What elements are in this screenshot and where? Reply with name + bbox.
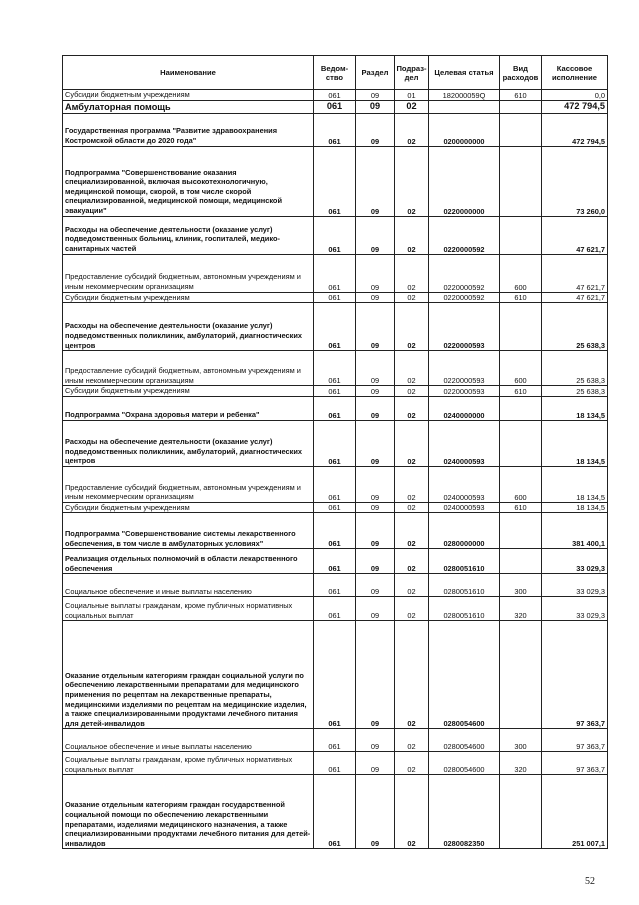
cell-name: Социальное обеспечение и иные выплаты населению xyxy=(63,729,314,752)
cell-ved: 061 xyxy=(314,502,356,513)
cell-podrazdel: 02 xyxy=(395,351,429,386)
table-row xyxy=(63,466,608,502)
cell-name: Оказание отдельным категориям граждан социальной услуги по обеспечению лекарственными препаратами для медицинского применения по рецептам на лекарственные препараты, медицинскими изделиями по рецептам на медицинские изделия, а также специализированными продуктами лечебного питания для детей-инвалидов xyxy=(63,621,314,729)
cell-ved: 061 xyxy=(314,386,356,397)
cell-vid xyxy=(500,420,542,466)
cell-kassovoe: 73 260,0 xyxy=(542,146,608,216)
cell-celevaya: 182000059Q xyxy=(429,90,500,101)
cell-ved: 061 xyxy=(314,303,356,351)
cell-vid xyxy=(500,396,542,420)
cell-name: Оказание отдельным категориям граждан государственной социальной помощи по обеспечению лекарственными препаратами, изделиями медицинского назначения, а также специализированными продуктами лечебного питания для детей-инвалидов xyxy=(63,775,314,849)
cell-kassovoe: 472 794,5 xyxy=(542,113,608,146)
cell-vid: 610 xyxy=(500,292,542,303)
table-row xyxy=(63,513,608,549)
cell-kassovoe: 18 134,5 xyxy=(542,502,608,513)
cell-kassovoe: 33 029,3 xyxy=(542,549,608,574)
cell-vid: 600 xyxy=(500,466,542,502)
table-row xyxy=(63,502,608,513)
cell-name: Расходы на обеспечение деятельности (оказание услуг) подведомственных поликлиник, амбулаторий, диагностических центров xyxy=(63,303,314,351)
page-number: 52 xyxy=(585,876,595,887)
cell-name: Реализация отдельных полномочий в области лекарственного обеспечения xyxy=(63,549,314,574)
cell-podrazdel: 02 xyxy=(395,254,429,292)
cell-kassovoe: 18 134,5 xyxy=(542,420,608,466)
cell-name: Государственная программа "Развитие здравоохранения Костромской области до 2020 года" xyxy=(63,113,314,146)
cell-vid xyxy=(500,303,542,351)
cell-celevaya: 0220000592 xyxy=(429,216,500,254)
cell-kassovoe: 33 029,3 xyxy=(542,597,608,621)
cell-name: Подпрограмма "Охрана здоровья матери и ребенка" xyxy=(63,396,314,420)
cell-ved: 061 xyxy=(314,621,356,729)
table-row xyxy=(63,621,608,729)
cell-podrazdel: 02 xyxy=(395,513,429,549)
cell-name: Предоставление субсидий бюджетным, автономным учреждениям и иным некоммерческим организациям xyxy=(63,466,314,502)
cell-name: Расходы на обеспечение деятельности (оказание услуг) подведомственных поликлиник, амбулаторий, диагностических центров xyxy=(63,420,314,466)
cell-name: Субсидии бюджетным учреждениям xyxy=(63,292,314,303)
table-row xyxy=(63,396,608,420)
cell-podrazdel: 02 xyxy=(395,549,429,574)
cell-ved: 061 xyxy=(314,549,356,574)
table-row xyxy=(63,597,608,621)
cell-podrazdel: 02 xyxy=(395,386,429,397)
cell-podrazdel: 02 xyxy=(395,420,429,466)
cell-celevaya: 0280054600 xyxy=(429,752,500,775)
cell-kassovoe: 25 638,3 xyxy=(542,351,608,386)
cell-name: Социальное обеспечение и иные выплаты населению xyxy=(63,574,314,597)
cell-razdel: 09 xyxy=(356,502,395,513)
cell-kassovoe: 18 134,5 xyxy=(542,466,608,502)
table-row xyxy=(63,420,608,466)
cell-podrazdel: 02 xyxy=(395,113,429,146)
col-header-razdel: Раздел xyxy=(356,56,395,90)
cell-vid xyxy=(500,775,542,849)
cell-razdel: 09 xyxy=(356,90,395,101)
cell-ved: 061 xyxy=(314,351,356,386)
cell-ved: 061 xyxy=(314,113,356,146)
cell-ved: 061 xyxy=(314,775,356,849)
cell-celevaya: 0220000592 xyxy=(429,254,500,292)
cell-vid: 610 xyxy=(500,90,542,101)
table-row xyxy=(63,216,608,254)
cell-ved: 061 xyxy=(314,100,356,113)
cell-kassovoe: 25 638,3 xyxy=(542,303,608,351)
cell-name: Субсидии бюджетным учреждениям xyxy=(63,386,314,397)
cell-kassovoe: 381 400,1 xyxy=(542,513,608,549)
cell-vid: 300 xyxy=(500,574,542,597)
col-header-vid: Вид расходов xyxy=(500,56,542,90)
cell-razdel: 09 xyxy=(356,574,395,597)
cell-name: Амбулаторная помощь xyxy=(63,100,314,113)
cell-celevaya: 0240000593 xyxy=(429,420,500,466)
cell-celevaya: 0280054600 xyxy=(429,621,500,729)
cell-razdel: 09 xyxy=(356,775,395,849)
cell-razdel: 09 xyxy=(356,386,395,397)
cell-kassovoe: 18 134,5 xyxy=(542,396,608,420)
cell-kassovoe: 47 621,7 xyxy=(542,216,608,254)
cell-kassovoe: 251 007,1 xyxy=(542,775,608,849)
cell-celevaya: 0280082350 xyxy=(429,775,500,849)
cell-razdel: 09 xyxy=(356,752,395,775)
table-row xyxy=(63,729,608,752)
cell-name: Подпрограмма "Совершенствование системы лекарственного обеспечения, в том числе в амбулаторных условиях" xyxy=(63,513,314,549)
cell-celevaya: 0280051610 xyxy=(429,549,500,574)
cell-razdel: 09 xyxy=(356,351,395,386)
cell-celevaya: 0280051610 xyxy=(429,574,500,597)
cell-kassovoe: 33 029,3 xyxy=(542,574,608,597)
cell-name: Расходы на обеспечение деятельности (оказание услуг) подведомственных больниц, клиник, госпиталей, медико-санитарных частей xyxy=(63,216,314,254)
cell-kassovoe: 472 794,5 xyxy=(542,100,608,113)
cell-name: Субсидии бюджетным учреждениям xyxy=(63,502,314,513)
cell-celevaya: 0240000593 xyxy=(429,466,500,502)
cell-podrazdel: 02 xyxy=(395,729,429,752)
cell-vid: 320 xyxy=(500,597,542,621)
table-row xyxy=(63,113,608,146)
cell-vid xyxy=(500,146,542,216)
col-header-name: Наименование xyxy=(63,56,314,90)
cell-razdel: 09 xyxy=(356,729,395,752)
cell-vid: 320 xyxy=(500,752,542,775)
table-row xyxy=(63,351,608,386)
cell-podrazdel: 02 xyxy=(395,146,429,216)
cell-razdel: 09 xyxy=(356,303,395,351)
cell-celevaya: 0220000592 xyxy=(429,292,500,303)
cell-kassovoe: 47 621,7 xyxy=(542,254,608,292)
cell-ved: 061 xyxy=(314,513,356,549)
cell-kassovoe: 25 638,3 xyxy=(542,386,608,397)
cell-ved: 061 xyxy=(314,597,356,621)
table-row xyxy=(63,146,608,216)
cell-name: Социальные выплаты гражданам, кроме публичных нормативных социальных выплат xyxy=(63,597,314,621)
col-header-celevaya: Целевая статья xyxy=(429,56,500,90)
cell-celevaya: 0220000593 xyxy=(429,386,500,397)
cell-celevaya: 0280051610 xyxy=(429,597,500,621)
cell-celevaya: 0220000593 xyxy=(429,303,500,351)
table-row xyxy=(63,90,608,101)
cell-ved: 061 xyxy=(314,574,356,597)
cell-name: Субсидии бюджетным учреждениям xyxy=(63,90,314,101)
cell-name: Предоставление субсидий бюджетным, автономным учреждениям и иным некоммерческим организациям xyxy=(63,254,314,292)
cell-celevaya: 0280000000 xyxy=(429,513,500,549)
table-row xyxy=(63,292,608,303)
cell-razdel: 09 xyxy=(356,146,395,216)
cell-ved: 061 xyxy=(314,216,356,254)
cell-kassovoe: 97 363,7 xyxy=(542,729,608,752)
cell-ved: 061 xyxy=(314,729,356,752)
cell-podrazdel: 02 xyxy=(395,775,429,849)
table-row xyxy=(63,574,608,597)
cell-podrazdel: 02 xyxy=(395,396,429,420)
cell-ved: 061 xyxy=(314,90,356,101)
table-body xyxy=(63,90,608,849)
cell-podrazdel: 02 xyxy=(395,292,429,303)
col-header-kassovoe: Кассовое исполнение xyxy=(542,56,608,90)
cell-celevaya: 0220000000 xyxy=(429,146,500,216)
cell-vid xyxy=(500,100,542,113)
table-row xyxy=(63,386,608,397)
cell-podrazdel: 02 xyxy=(395,216,429,254)
cell-podrazdel: 02 xyxy=(395,621,429,729)
cell-razdel: 09 xyxy=(356,621,395,729)
cell-podrazdel: 02 xyxy=(395,752,429,775)
cell-razdel: 09 xyxy=(356,420,395,466)
table-row xyxy=(63,254,608,292)
cell-celevaya: 0280054600 xyxy=(429,729,500,752)
cell-vid: 600 xyxy=(500,351,542,386)
cell-razdel: 09 xyxy=(356,513,395,549)
cell-podrazdel: 02 xyxy=(395,574,429,597)
cell-kassovoe: 97 363,7 xyxy=(542,621,608,729)
cell-ved: 061 xyxy=(314,752,356,775)
cell-razdel: 09 xyxy=(356,396,395,420)
table-row xyxy=(63,549,608,574)
cell-razdel: 09 xyxy=(356,597,395,621)
cell-celevaya: 0200000000 xyxy=(429,113,500,146)
table-row xyxy=(63,303,608,351)
cell-vid: 610 xyxy=(500,502,542,513)
cell-vid: 300 xyxy=(500,729,542,752)
table-row xyxy=(63,775,608,849)
col-header-ved: Ведом-ство xyxy=(314,56,356,90)
cell-celevaya: 0240000000 xyxy=(429,396,500,420)
cell-celevaya: 0240000593 xyxy=(429,502,500,513)
cell-name: Подпрограмма "Совершенствование оказания специализированной, включая высокотехнологичную, медицинской помощи, скорой, в том числе скорой специализированной, медицинской помощи, медицинской эвакуации" xyxy=(63,146,314,216)
cell-podrazdel: 02 xyxy=(395,466,429,502)
budget-table-sheet xyxy=(62,55,607,849)
cell-celevaya: 0220000593 xyxy=(429,351,500,386)
cell-vid: 600 xyxy=(500,254,542,292)
cell-razdel: 09 xyxy=(356,466,395,502)
cell-podrazdel: 02 xyxy=(395,303,429,351)
cell-vid xyxy=(500,621,542,729)
cell-vid xyxy=(500,513,542,549)
cell-razdel: 09 xyxy=(356,113,395,146)
cell-podrazdel: 02 xyxy=(395,502,429,513)
cell-razdel: 09 xyxy=(356,216,395,254)
cell-razdel: 09 xyxy=(356,254,395,292)
cell-vid xyxy=(500,216,542,254)
cell-podrazdel: 01 xyxy=(395,90,429,101)
cell-ved: 061 xyxy=(314,254,356,292)
table-row xyxy=(63,752,608,775)
cell-razdel: 09 xyxy=(356,100,395,113)
cell-name: Социальные выплаты гражданам, кроме публичных нормативных социальных выплат xyxy=(63,752,314,775)
budget-table xyxy=(62,55,608,849)
cell-ved: 061 xyxy=(314,292,356,303)
col-header-podrazdel: Подраз-дел xyxy=(395,56,429,90)
cell-ved: 061 xyxy=(314,146,356,216)
cell-vid xyxy=(500,549,542,574)
cell-vid xyxy=(500,113,542,146)
cell-kassovoe: 97 363,7 xyxy=(542,752,608,775)
cell-ved: 061 xyxy=(314,420,356,466)
cell-ved: 061 xyxy=(314,466,356,502)
cell-kassovoe: 47 621,7 xyxy=(542,292,608,303)
cell-podrazdel: 02 xyxy=(395,597,429,621)
cell-celevaya xyxy=(429,100,500,113)
table-header-row xyxy=(63,56,608,90)
cell-razdel: 09 xyxy=(356,549,395,574)
cell-kassovoe: 0,0 xyxy=(542,90,608,101)
cell-podrazdel: 02 xyxy=(395,100,429,113)
cell-vid: 610 xyxy=(500,386,542,397)
cell-name: Предоставление субсидий бюджетным, автономным учреждениям и иным некоммерческим организациям xyxy=(63,351,314,386)
cell-ved: 061 xyxy=(314,396,356,420)
cell-razdel: 09 xyxy=(356,292,395,303)
table-row xyxy=(63,100,608,113)
